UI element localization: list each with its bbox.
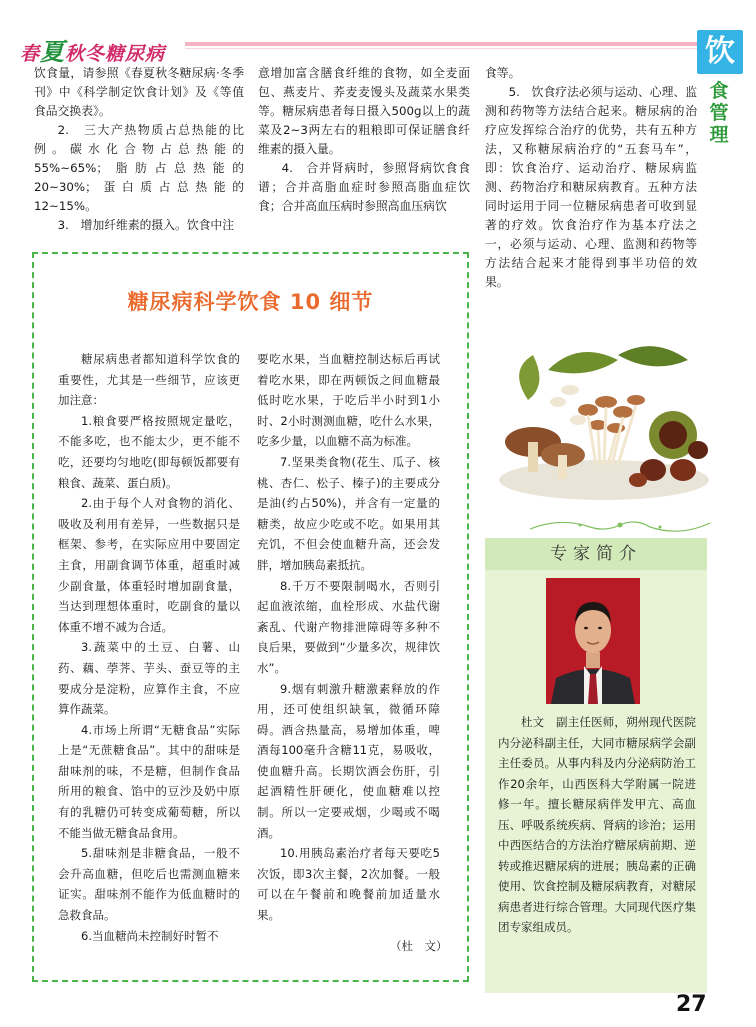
article-author: （杜 文） [390, 939, 448, 953]
paragraph: 10.用胰岛素治疗者每天要吃5次饭，即3次主餐，2次加餐。一般可以在午餐前和晚餐前加适量水果。 [257, 846, 440, 923]
decorative-flourish-icon [520, 515, 720, 537]
paragraph: 2. 三大产热物质占总热能的比例。碳水化合物占总热能的55%~65%；脂肪占总热能的20~30%；蛋白质占总热能的12~15%。 [34, 123, 244, 213]
article-title: 糖尿病科学饮食 10 细节 [127, 290, 374, 314]
page-number: 27 [676, 992, 707, 1017]
paragraph: 4. 合并肾病时，参照肾病饮食食谱；合并高脂血症时参照高脂血症饮食；合并高血压病时参照高血压病饮 [258, 161, 470, 213]
header-rule-thin [185, 48, 700, 49]
paragraph: 5.甜味剂是非糖食品，一般不会升高血糖，但吃后也需测血糖来证实。甜味剂不能作为低血糖时的急救食品。 [58, 846, 240, 923]
paragraph: 饮食量，请参照《春夏秋冬糖尿病·冬季刊》中《科学制定饮食计划》及《等值食品交换表》。 [34, 66, 244, 118]
top-column-3 [485, 64, 697, 292]
top-column-2 [258, 64, 470, 216]
paragraph: 糖尿病患者都知道科学饮食的重要性，尤其是一些细节，应该更加注意： [58, 352, 240, 408]
paragraph: 1.粮食要严格按照规定量吃，不能多吃，也不能太少，更不能不吃，还要均匀地吃(即每顿饭都要有粮食、蔬菜、蛋白质)。 [58, 413, 240, 490]
paragraph: 3. 增加纤维素的摄入。饮食中注 [57, 218, 235, 232]
expert-heading: 专家简介 [550, 544, 642, 564]
paragraph: 6.当血糖尚未控制好时暂不 [81, 928, 219, 943]
paragraph: 2.由于每个人对食物的消化、吸收及利用有差异，一些数据只是框架、参考，在实际应用中要固定主食，用副食调节体重，超重时减少副食量，体重轻时增加副食量，当达到理想体重时，吃副食的量以体重不增不减为合适。 [58, 496, 240, 634]
section-tab-label: 食管理 [709, 80, 729, 146]
paragraph: 4.市场上所谓“无糖食品”实际上是“无蔗糖食品”。其中的甜味是甜味剂的味，不是糖，但制作食品所用的粮食、馅中的豆沙及奶中原有的乳糖仍可转变成葡萄糖，所以不能当做无糖食品食用。 [58, 722, 240, 840]
paragraph: 9.烟有刺激升糖激素释放的作用，还可使组织缺氧，微循环障碍。酒含热量高，易增加体重，啤酒每100毫升含糖11克，易吸收，使血糖升高。长期饮酒会伤肝，引起酒精性肝硬化，使血糖难以控制。所以一定要戒烟，少喝或不喝酒。 [257, 681, 440, 840]
article-column-2 [257, 349, 440, 926]
section-tab-char: 饮 [705, 34, 735, 69]
paragraph: 7.坚果类食物(花生、瓜子、核桃、杏仁、松子、榛子)的主要成分是油(约占50%)，并含有一定量的糖类，故应少吃或不吃。如果用其充饥，不但会使血糖升高，还会发胖，增加胰岛素抵抗。 [257, 454, 440, 572]
expert-portrait [546, 578, 640, 704]
paragraph: 5. 饮食疗法必须与运动、心理、监测和药物等方法结合起来。糖尿病的治疗应发挥综合治疗的优势，共有五种方法，又称糖尿病治疗的“五套马车”，即：饮食治疗、运动治疗、糖尿病监测、药物治疗和糖尿病教育。五种方法同时运用于同一位糖尿病患者可收到显著的疗效。饮食治疗作为基本疗法之一，必须与运动、心理、监测和药物等方法结合起来才能得到事半功倍的效果。 [485, 85, 697, 289]
expert-bio [498, 712, 696, 938]
paragraph: 食等。 [485, 66, 521, 80]
paragraph: 3.蔬菜中的土豆、白薯、山药、藕、荸荠、芋头、蚕豆等的主要成分是淀粉，应算作主食，不应算作蔬菜。 [58, 640, 240, 717]
magazine-title: 春夏秋冬糖尿病 [20, 37, 166, 66]
article-column-1 [58, 349, 240, 946]
mushroom-chestnut-illustration [488, 330, 720, 510]
paragraph: 要吃水果，当血糖控制达标后再试着吃水果，即在两顿饭之间血糖最低时吃水果，于吃后半小时到1小时、2小时测测血糖，吃什么水果，吃多少量，以血糖不高为标准。 [257, 352, 440, 449]
paragraph: 意增加富含膳食纤维的食物，如全麦面包、燕麦片、荞麦麦馒头及蔬菜水果类等。糖尿病患者每日摄入500g以上的蔬菜及2~3两左右的粗粮即可保证膳食纤维素的摄入量。 [258, 66, 470, 156]
paragraph: 杜文 副主任医师，朔州现代医院内分泌科副主任，大同市糖尿病学会副主任委员。从事内科及内分泌病防治工作20余年，山西医科大学附属一院进修一年。擅长糖尿病伴发甲亢、高血压、呼吸系统疾病、肾病的诊治；运用中西医结合的方法治疗糖尿病前期、逆转或推迟糖尿病的进展；胰岛素的正确使用、饮食控制及糖尿病教育，对糖尿病患者进行综合管理。大同现代医疗集团专家组成员。 [498, 715, 696, 934]
paragraph: 8.千万不要限制喝水，否则引起血液浓缩，血栓形成、水盐代谢紊乱、代谢产物排泄障碍等多种不良后果，要做到“少量多次，规律饮水”。 [257, 578, 440, 675]
top-column-1 [34, 64, 244, 235]
header-rule [185, 42, 700, 46]
